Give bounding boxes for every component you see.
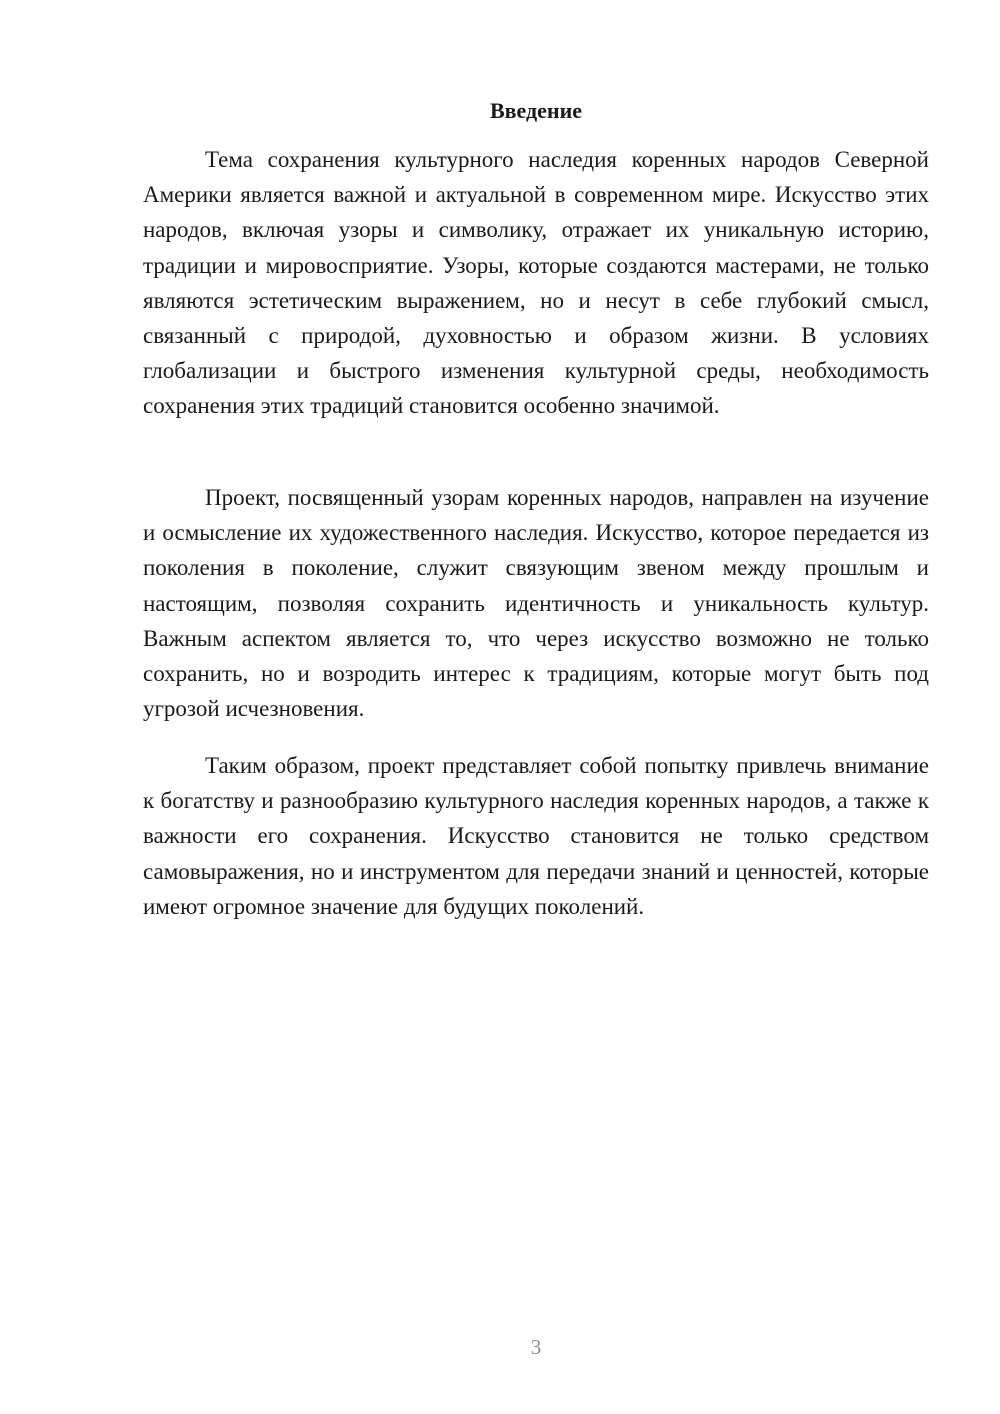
paragraph-3: Таким образом, проект представляет собой попытку привлечь внимание к богатству и разнообразию культурного наследия коренных народов, а также к важности его сохранения. Искусство становится не только средством самовыражения, но и инструментом для передачи знаний и ценностей, которые имеют огромное значение для будущих поколений. — [143, 753, 929, 919]
paragraph-2: Проект, посвященный узорам коренных народов, направлен на изучение и осмысление их художественного наследия. Искусство, которое передается из поколения в поколение, служит связующим звеном между прошлым и настоящим, позволяя сохранить идентичность и уникальность культур. Важным аспектом является то, что через искусство возможно не только сохранить, но и возродить интерес к традициям, которые могут быть под угрозой исчезновения. — [143, 485, 929, 722]
paragraph-1: Тема сохранения культурного наследия коренных народов Северной Америки является важной и актуальной в современном мире. Искусство этих народов, включая узоры и символику, отражает их уникальную историю, традиции и мировосприятие. Узоры, которые создаются мастерами, не только являются эстетическим выражением, но и несут в себе глубокий смысл, связанный с природой, духовностью и образом жизни. В условиях глобализации и быстрого изменения культурной среды, необходимость сохранения этих традиций становится особенно значимой. — [143, 147, 929, 419]
page-title: Введение — [489, 98, 583, 123]
page-number: 3 — [530, 1335, 542, 1359]
